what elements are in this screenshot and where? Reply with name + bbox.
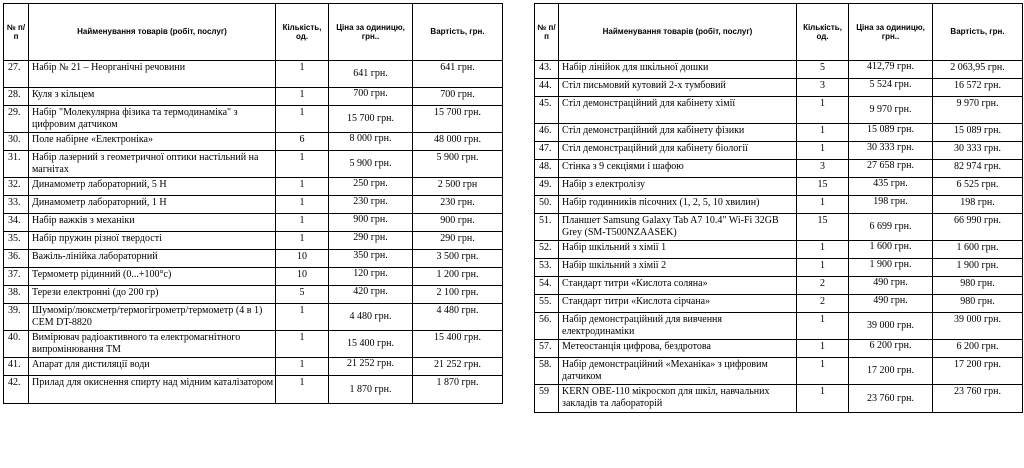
table-row <box>4 358 503 376</box>
item-total: 2 100 грн. <box>413 286 503 304</box>
item-unit-price: 435 грн. <box>849 178 933 196</box>
header-price: Ціна за одиницю, грн.. <box>849 4 933 61</box>
header-qty: Кількість, од. <box>276 4 329 61</box>
item-unit-price: 30 333 грн. <box>849 142 933 160</box>
item-name: Важіль-лінійка лабораторний <box>29 250 276 268</box>
goods-table-left <box>3 3 503 404</box>
item-unit-price: 290 грн. <box>329 232 413 250</box>
table-row <box>4 304 503 331</box>
item-quantity: 1 <box>276 331 329 358</box>
row-number: 54. <box>535 277 559 295</box>
item-unit-price: 9 970 грн. <box>849 97 933 124</box>
table-row <box>535 241 1023 259</box>
item-unit-price: 1 900 грн. <box>849 259 933 277</box>
table-row <box>4 178 503 196</box>
item-name: Стандарт титри «Кислота сірчана» <box>559 295 797 313</box>
table-row <box>535 142 1023 160</box>
row-number: 57. <box>535 340 559 358</box>
row-number: 45. <box>535 97 559 124</box>
item-total: 980 грн. <box>933 295 1023 313</box>
row-number: 36. <box>4 250 29 268</box>
item-total: 17 200 грн. <box>933 358 1023 385</box>
item-total: 230 грн. <box>413 196 503 214</box>
item-total: 4 480 грн. <box>413 304 503 331</box>
item-unit-price: 1 870 грн. <box>329 376 413 404</box>
table-row <box>535 385 1023 413</box>
item-name: Терези електронні (до 200 гр) <box>29 286 276 304</box>
item-unit-price: 27 658 грн. <box>849 160 933 178</box>
row-number: 39. <box>4 304 29 331</box>
item-quantity: 1 <box>797 358 849 385</box>
item-unit-price: 15 089 грн. <box>849 124 933 142</box>
item-name: Планшет Samsung Galaxy Tab A7 10.4" Wi-Fi 32GB Grey (SM-T500NZAASEK) <box>559 214 797 241</box>
item-name: Набір з електролізу <box>559 178 797 196</box>
item-name: Термометр рідинний (0...+100°с) <box>29 268 276 286</box>
item-name: Апарат для дистиляції води <box>29 358 276 376</box>
row-number: 55. <box>535 295 559 313</box>
item-name: Вимірювач радіоактивного та електромагнітного випромінювання ТМ <box>29 331 276 358</box>
item-unit-price: 17 200 грн. <box>849 358 933 385</box>
item-total: 30 333 грн. <box>933 142 1023 160</box>
table-row <box>4 88 503 106</box>
item-name: Поле набірне «Електроніка» <box>29 133 276 151</box>
item-name: Метеостанція цифрова, бездротова <box>559 340 797 358</box>
table-row <box>4 286 503 304</box>
table-row <box>4 268 503 286</box>
row-number: 38. <box>4 286 29 304</box>
row-number: 40. <box>4 331 29 358</box>
table-row <box>535 178 1023 196</box>
table-row <box>535 277 1023 295</box>
item-total: 700 грн. <box>413 88 503 106</box>
table-row <box>535 214 1023 241</box>
item-unit-price: 641 грн. <box>329 61 413 88</box>
row-number: 41. <box>4 358 29 376</box>
row-number: 27. <box>4 61 29 88</box>
item-name: Динамометр лабораторний, 1 Н <box>29 196 276 214</box>
item-name: Стандарт титри «Кислота соляна» <box>559 277 797 295</box>
row-number: 31. <box>4 151 29 178</box>
table-header-row <box>535 4 1023 61</box>
table-row <box>4 151 503 178</box>
table-row <box>535 259 1023 277</box>
item-total: 1 870 грн. <box>413 376 503 404</box>
item-total: 15 400 грн. <box>413 331 503 358</box>
item-quantity: 1 <box>276 61 329 88</box>
item-name: Набір шкільний з хімії 2 <box>559 259 797 277</box>
item-total: 3 500 грн. <box>413 250 503 268</box>
table-row <box>4 376 503 404</box>
item-unit-price: 120 грн. <box>329 268 413 286</box>
table-row <box>4 250 503 268</box>
item-name: Набір "Молекулярна фізика та термодинаміка" з цифровим датчиком <box>29 106 276 133</box>
row-number: 50. <box>535 196 559 214</box>
item-name: Набір демонстраційний «Механіка» з цифровим датчиком <box>559 358 797 385</box>
table-row <box>535 79 1023 97</box>
item-quantity: 1 <box>797 97 849 124</box>
item-quantity: 5 <box>797 61 849 79</box>
item-total: 6 200 грн. <box>933 340 1023 358</box>
item-quantity: 1 <box>276 151 329 178</box>
header-total: Вартість, грн. <box>413 4 503 61</box>
item-quantity: 1 <box>276 88 329 106</box>
item-name: Набір шкільний з хімії 1 <box>559 241 797 259</box>
item-quantity: 1 <box>797 313 849 340</box>
item-unit-price: 900 грн. <box>329 214 413 232</box>
item-total: 82 974 грн. <box>933 160 1023 178</box>
item-name: Шумомір/люксметр/термогігрометр/термометр (4 в 1) CEM DT-8820 <box>29 304 276 331</box>
table-row <box>4 214 503 232</box>
item-quantity: 5 <box>276 286 329 304</box>
item-quantity: 6 <box>276 133 329 151</box>
table-row <box>4 133 503 151</box>
table-row <box>535 196 1023 214</box>
item-name: Набір пружин різної твердості <box>29 232 276 250</box>
item-quantity: 1 <box>797 142 849 160</box>
item-quantity: 1 <box>797 340 849 358</box>
item-unit-price: 39 000 грн. <box>849 313 933 340</box>
row-number: 58. <box>535 358 559 385</box>
item-unit-price: 250 грн. <box>329 178 413 196</box>
item-unit-price: 23 760 грн. <box>849 385 933 413</box>
item-unit-price: 5 524 грн. <box>849 79 933 97</box>
table-row <box>535 340 1023 358</box>
item-name: Набір лазерний з геометричної оптики настільний на магнітах <box>29 151 276 178</box>
table-row <box>535 313 1023 340</box>
table-row <box>4 196 503 214</box>
item-name: Стінка з 9 секціями і шафою <box>559 160 797 178</box>
item-unit-price: 21 252 грн. <box>329 358 413 376</box>
row-number: 42. <box>4 376 29 404</box>
table-row <box>535 358 1023 385</box>
item-unit-price: 198 грн. <box>849 196 933 214</box>
row-number: 44. <box>535 79 559 97</box>
item-unit-price: 15 400 грн. <box>329 331 413 358</box>
item-name: Стіл демонстраційний для кабінету хімії <box>559 97 797 124</box>
item-unit-price: 490 грн. <box>849 295 933 313</box>
item-total: 16 572 грн. <box>933 79 1023 97</box>
item-quantity: 1 <box>276 214 329 232</box>
item-name: Набір годинників пісочних (1, 2, 5, 10 хвилин) <box>559 196 797 214</box>
item-quantity: 1 <box>276 196 329 214</box>
table-row <box>4 61 503 88</box>
item-total: 2 500 грн <box>413 178 503 196</box>
item-quantity: 1 <box>276 358 329 376</box>
row-number: 29. <box>4 106 29 133</box>
item-unit-price: 15 700 грн. <box>329 106 413 133</box>
item-unit-price: 5 900 грн. <box>329 151 413 178</box>
item-quantity: 1 <box>797 385 849 413</box>
row-number: 34. <box>4 214 29 232</box>
item-total: 1 200 грн. <box>413 268 503 286</box>
item-total: 21 252 грн. <box>413 358 503 376</box>
row-number: 30. <box>4 133 29 151</box>
row-number: 56. <box>535 313 559 340</box>
item-unit-price: 1 600 грн. <box>849 241 933 259</box>
header-total: Вартість, грн. <box>933 4 1023 61</box>
item-quantity: 1 <box>797 124 849 142</box>
item-quantity: 2 <box>797 295 849 313</box>
item-total: 1 600 грн. <box>933 241 1023 259</box>
item-total: 900 грн. <box>413 214 503 232</box>
item-total: 5 900 грн. <box>413 151 503 178</box>
header-qty: Кількість, од. <box>797 4 849 61</box>
table-header-row <box>4 4 503 61</box>
item-total: 641 грн. <box>413 61 503 88</box>
row-number: 47. <box>535 142 559 160</box>
table-row <box>535 160 1023 178</box>
header-name: Найменування товарів (робіт, послуг) <box>559 4 797 61</box>
header-price: Ціна за одиницю, грн.. <box>329 4 413 61</box>
item-name: Набір № 21 – Неорганічні речовини <box>29 61 276 88</box>
header-num: № п/п <box>4 4 29 61</box>
item-unit-price: 412,79 грн. <box>849 61 933 79</box>
item-quantity: 15 <box>797 214 849 241</box>
item-name: Набір важків з механіки <box>29 214 276 232</box>
item-quantity: 3 <box>797 79 849 97</box>
item-total: 2 063,95 грн. <box>933 61 1023 79</box>
table-row <box>4 232 503 250</box>
item-total: 39 000 грн. <box>933 313 1023 340</box>
item-name: Набір лінійок для шкільної дошки <box>559 61 797 79</box>
item-unit-price: 420 грн. <box>329 286 413 304</box>
item-unit-price: 350 грн. <box>329 250 413 268</box>
item-total: 1 900 грн. <box>933 259 1023 277</box>
item-name: Набір демонстраційний для вивчення електродинаміки <box>559 313 797 340</box>
item-unit-price: 700 грн. <box>329 88 413 106</box>
header-num: № п/п <box>535 4 559 61</box>
item-name: Прилад для окиснення спирту над мідним каталізатором <box>29 376 276 404</box>
item-name: Стіл письмовий кутовий 2-х тумбовий <box>559 79 797 97</box>
item-quantity: 10 <box>276 250 329 268</box>
item-quantity: 1 <box>276 376 329 404</box>
table-row <box>535 61 1023 79</box>
item-name: Куля з кільцем <box>29 88 276 106</box>
item-quantity: 2 <box>797 277 849 295</box>
item-total: 23 760 грн. <box>933 385 1023 413</box>
item-unit-price: 6 699 грн. <box>849 214 933 241</box>
row-number: 49. <box>535 178 559 196</box>
item-unit-price: 230 грн. <box>329 196 413 214</box>
row-number: 48. <box>535 160 559 178</box>
item-unit-price: 8 000 грн. <box>329 133 413 151</box>
item-quantity: 1 <box>797 196 849 214</box>
item-quantity: 10 <box>276 268 329 286</box>
item-quantity: 3 <box>797 160 849 178</box>
item-total: 9 970 грн. <box>933 97 1023 124</box>
row-number: 28. <box>4 88 29 106</box>
item-total: 6 525 грн. <box>933 178 1023 196</box>
table-row <box>4 106 503 133</box>
table-row <box>535 124 1023 142</box>
item-name: Динамометр лабораторний, 5 Н <box>29 178 276 196</box>
row-number: 43. <box>535 61 559 79</box>
item-total: 48 000 грн. <box>413 133 503 151</box>
item-total: 15 089 грн. <box>933 124 1023 142</box>
item-name: Стіл демонстраційний для кабінету біології <box>559 142 797 160</box>
item-quantity: 1 <box>797 259 849 277</box>
item-quantity: 15 <box>797 178 849 196</box>
item-name: KERN OBE-110 мікроскоп для шкіл, навчальних закладів та лабораторій <box>559 385 797 413</box>
item-total: 290 грн. <box>413 232 503 250</box>
row-number: 51. <box>535 214 559 241</box>
item-quantity: 1 <box>276 106 329 133</box>
item-quantity: 1 <box>276 178 329 196</box>
item-unit-price: 6 200 грн. <box>849 340 933 358</box>
item-name: Стіл демонстраційний для кабінету фізики <box>559 124 797 142</box>
item-quantity: 1 <box>276 232 329 250</box>
table-row <box>535 295 1023 313</box>
row-number: 46. <box>535 124 559 142</box>
item-total: 980 грн. <box>933 277 1023 295</box>
item-total: 198 грн. <box>933 196 1023 214</box>
row-number: 33. <box>4 196 29 214</box>
item-total: 66 990 грн. <box>933 214 1023 241</box>
goods-table-right <box>534 3 1023 413</box>
row-number: 35. <box>4 232 29 250</box>
item-unit-price: 490 грн. <box>849 277 933 295</box>
table-row <box>535 97 1023 124</box>
row-number: 59 <box>535 385 559 413</box>
row-number: 52. <box>535 241 559 259</box>
item-quantity: 1 <box>276 304 329 331</box>
row-number: 37. <box>4 268 29 286</box>
table-row <box>4 331 503 358</box>
item-unit-price: 4 480 грн. <box>329 304 413 331</box>
header-name: Найменування товарів (робіт, послуг) <box>29 4 276 61</box>
row-number: 32. <box>4 178 29 196</box>
item-quantity: 1 <box>797 241 849 259</box>
item-total: 15 700 грн. <box>413 106 503 133</box>
row-number: 53. <box>535 259 559 277</box>
